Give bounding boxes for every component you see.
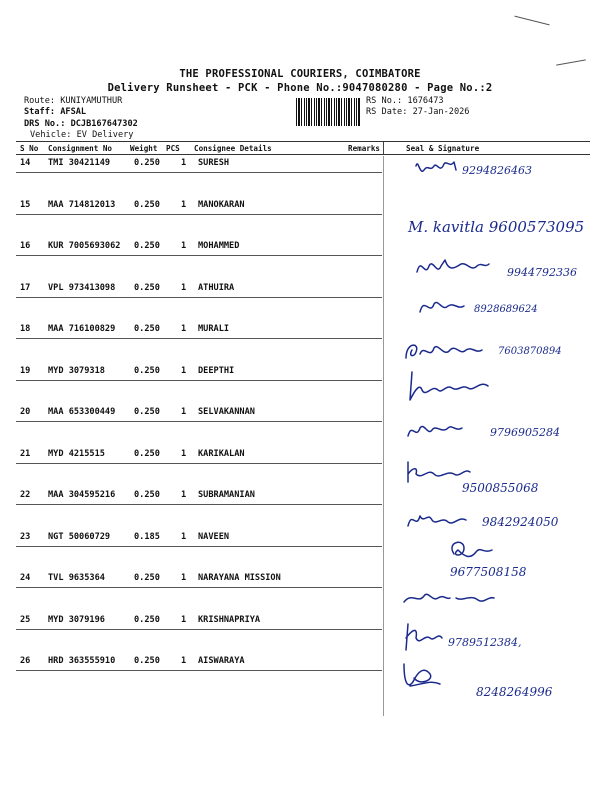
- signature-row-17: [418, 292, 600, 326]
- row-weight: 0.250: [134, 573, 160, 583]
- row-underline: [16, 297, 382, 298]
- col-weight: Weight: [130, 144, 158, 153]
- row-weight: 0.250: [134, 199, 160, 210]
- row-weight: 0.250: [134, 241, 160, 251]
- signature-column-divider: [383, 156, 384, 716]
- signature-row-22: [406, 504, 596, 538]
- row-sno: 16: [20, 241, 31, 251]
- row-consignee: SURESH: [198, 158, 230, 168]
- signature-row-20: [402, 414, 592, 448]
- row-consignee: KARIKALAN: [198, 448, 245, 459]
- row-underline: [16, 172, 382, 173]
- row-underline: [16, 546, 382, 547]
- company-title: THE PROFESSIONAL COURIERS, COIMBATORE: [179, 68, 421, 80]
- row-underline: [16, 338, 382, 339]
- row-sno: 15: [20, 199, 31, 210]
- row-underline: [16, 587, 382, 588]
- row-weight: 0.250: [134, 614, 160, 625]
- row-consignee: NARAYANA MISSION: [198, 573, 281, 583]
- row-consignee: SELVAKANNAN: [198, 407, 255, 417]
- signature-row-16: [415, 252, 600, 286]
- col-remarks: Remarks: [348, 144, 381, 153]
- row-weight: 0.250: [134, 656, 160, 666]
- signature-row-15: [408, 210, 598, 244]
- row-consignment-no: MAA 304595216: [48, 490, 116, 500]
- row-weight: 0.185: [134, 531, 160, 542]
- remarks-divider: [383, 142, 384, 154]
- scan-mark: [556, 59, 586, 65]
- row-consignee: SUBRAMANIAN: [198, 490, 255, 500]
- row-consignee: NAVEEN: [198, 531, 230, 542]
- header-top-rule: [16, 141, 590, 142]
- row-consignee: KRISHNAPRIYA: [198, 614, 261, 625]
- scan-mark: [514, 16, 549, 26]
- signature-row-19: [406, 370, 596, 404]
- row-underline: [16, 214, 382, 215]
- row-pcs: 1: [181, 531, 187, 542]
- row-underline: [16, 629, 382, 630]
- row-consignment-no: MAA 653300449: [48, 407, 116, 417]
- row-weight: 0.250: [134, 282, 160, 293]
- col-consignee: Consignee Details: [194, 144, 272, 153]
- row-consignment-no: NGT 50060729: [48, 531, 111, 542]
- signature-phone: 7603870894: [498, 346, 562, 357]
- signature-row-18: [402, 336, 592, 370]
- row-sno: 23: [20, 531, 31, 542]
- row-pcs: 1: [181, 365, 187, 376]
- col-pcs: PCS: [166, 144, 180, 153]
- signature-row-14: [410, 154, 600, 188]
- signature-row-26: [400, 658, 590, 699]
- signature-phone: 9294826463: [462, 164, 532, 177]
- row-consignment-no: HRD 363555910: [48, 656, 116, 666]
- row-sno: 25: [20, 614, 31, 625]
- row-pcs: 1: [181, 490, 187, 500]
- row-sno: 26: [20, 656, 31, 666]
- row-pcs: 1: [181, 614, 187, 625]
- signature-phone: 8928689624: [474, 304, 538, 315]
- row-underline: [16, 670, 382, 671]
- row-sno: 17: [20, 282, 31, 293]
- barcode-image: [296, 98, 360, 126]
- row-consignment-no: KUR 7005693062: [48, 241, 121, 251]
- row-consignment-no: MYD 4215515: [48, 448, 105, 459]
- signature-phone: 9842924050: [482, 515, 559, 529]
- row-weight: 0.250: [134, 158, 160, 168]
- runsheet-subtitle: Delivery Runsheet - PCK - Phone No.:9047080280 - Page No.:2: [107, 82, 493, 94]
- route-label: Route: KUNIYAMUTHUR: [24, 96, 123, 106]
- row-pcs: 1: [181, 158, 187, 168]
- row-consignment-no: VPL 973413098: [48, 282, 116, 293]
- row-pcs: 1: [181, 282, 187, 293]
- signature-phone: 9789512384,: [448, 636, 522, 649]
- signature-phone: M. kavitla 9600573095: [408, 218, 585, 236]
- drs-number: DRS No.: DCJB167647302: [24, 119, 138, 129]
- row-sno: 24: [20, 573, 31, 583]
- row-underline: [16, 463, 382, 464]
- row-underline: [16, 380, 382, 381]
- row-consignee: DEEPTHI: [198, 365, 235, 376]
- staff-label: Staff: AFSAL: [24, 107, 87, 117]
- signature-row-24: [400, 584, 590, 618]
- row-sno: 18: [20, 324, 31, 334]
- signature-phone: 9677508158: [450, 565, 527, 579]
- row-sno: 22: [20, 490, 31, 500]
- row-consignee: MURALI: [198, 324, 230, 334]
- signature-phone: 8248264996: [476, 685, 553, 699]
- row-consignee: MOHAMMED: [198, 241, 240, 251]
- row-sno: 21: [20, 448, 31, 459]
- row-pcs: 1: [181, 448, 187, 459]
- row-consignment-no: MAA 716100829: [48, 324, 116, 334]
- row-consignee: AISWARAYA: [198, 656, 245, 666]
- rs-number: RS No.: 1676473: [366, 96, 444, 106]
- row-consignee: MANOKARAN: [198, 199, 245, 210]
- vehicle-label: Vehicle: EV Delivery: [30, 130, 134, 140]
- row-sno: 20: [20, 407, 31, 417]
- col-consignment: Consignment No: [48, 144, 113, 153]
- col-seal-signature: Seal & Signature: [406, 144, 480, 153]
- row-consignment-no: MYD 3079318: [48, 365, 105, 376]
- row-sno: 14: [20, 158, 31, 168]
- signature-phone: 9500855068: [462, 481, 539, 495]
- row-pcs: 1: [181, 656, 187, 666]
- col-sno: S No: [20, 144, 39, 153]
- rs-date: RS Date: 27-Jan-2026: [366, 107, 470, 117]
- row-underline: [16, 504, 382, 505]
- signature-row-21: [404, 458, 594, 495]
- row-weight: 0.250: [134, 448, 160, 459]
- row-weight: 0.250: [134, 490, 160, 500]
- row-pcs: 1: [181, 241, 187, 251]
- row-weight: 0.250: [134, 407, 160, 417]
- row-pcs: 1: [181, 324, 187, 334]
- row-underline: [16, 255, 382, 256]
- row-weight: 0.250: [134, 365, 160, 376]
- row-sno: 19: [20, 365, 31, 376]
- row-consignment-no: MYD 3079196: [48, 614, 105, 625]
- row-pcs: 1: [181, 407, 187, 417]
- row-underline: [16, 421, 382, 422]
- row-consignment-no: TMI 30421149: [48, 158, 111, 168]
- row-weight: 0.250: [134, 324, 160, 334]
- row-consignment-no: MAA 714812013: [48, 199, 116, 210]
- row-consignment-no: TVL 9635364: [48, 573, 105, 583]
- signature-phone: 9944792336: [507, 266, 577, 279]
- signature-row-25: [402, 620, 592, 654]
- signature-phone: 9796905284: [490, 426, 560, 439]
- row-pcs: 1: [181, 573, 187, 583]
- row-pcs: 1: [181, 199, 187, 210]
- row-consignee: ATHUIRA: [198, 282, 235, 293]
- signature-row-23: [440, 536, 600, 579]
